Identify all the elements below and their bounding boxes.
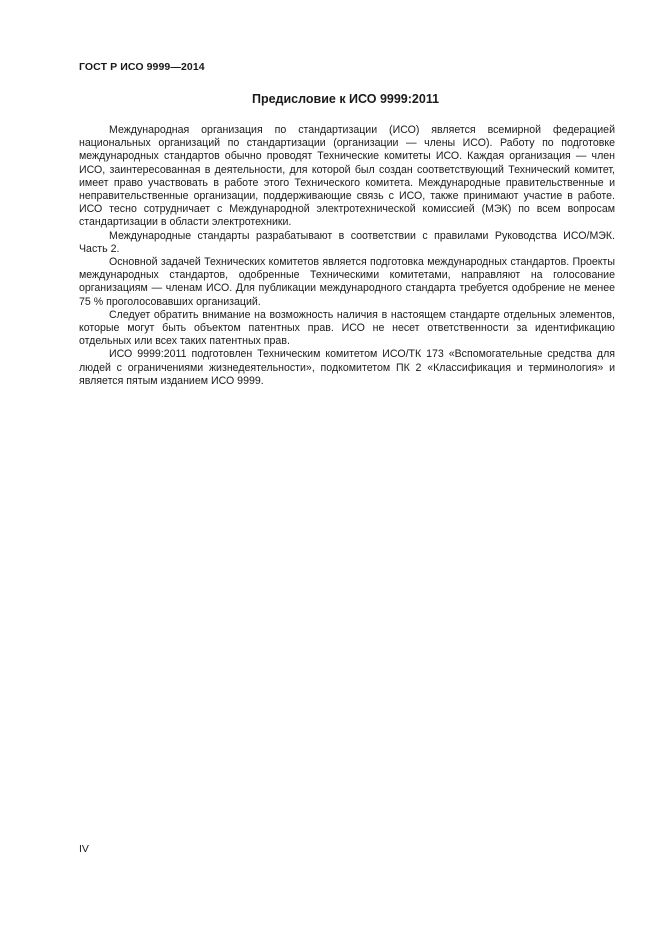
page-number: IV (79, 843, 89, 855)
preface-paragraph-5: ИСО 9999:2011 подготовлен Техническим комитетом ИСО/ТК 173 «Вспомогательные средства для людей с ограничениями жизнедеятельности», подкомитетом ПК 2 «Классификация и терминология» и является пятым изданием ИСО 9999. (79, 348, 615, 387)
page-title: Предисловие к ИСО 9999:2011 (251, 92, 440, 106)
preface-body (79, 124, 615, 388)
preface-paragraph-1: Международная организация по стандартизации (ИСО) является всемирной федерацией национальных организаций по стандартизации (организации — члены ИСО). Работу по подготовке международных стандартов обычно проводят Технические комитеты ИСО. Каждая организация — член ИСО, заинтересованная в деятельности, для которой был создан соответствующий Технический комитет, имеет право участвовать в работе этого Технического комитета. Международные правительственные и неправительственные организации, поддерживающие связь с ИСО, также принимают участие в работе. ИСО тесно сотрудничает с Международной электротехнической комиссией (МЭК) по всем вопросам стандартизации в области электротехники. (79, 124, 615, 229)
document-header-standard-id: ГОСТ Р ИСО 9999—2014 (79, 61, 205, 73)
preface-paragraph-4: Следует обратить внимание на возможность наличия в настоящем стандарте отдельных элементов, которые могут быть объектом патентных прав. ИСО не несет ответственности за идентификацию отдельных или всех таких патентных прав. (79, 308, 615, 348)
preface-paragraph-2: Международные стандарты разрабатывают в соответствии с правилами Руководства ИСО/МЭК. Часть 2. (79, 229, 615, 255)
preface-paragraph-3: Основной задачей Технических комитетов является подготовка международных стандартов. Проекты международных стандартов, одобренные Техническими комитетами, направляют на голосование организациям — членам ИСО. Для публикации международного стандарта требуется одобрение не менее 75 % проголосовавших организаций. (79, 256, 615, 308)
